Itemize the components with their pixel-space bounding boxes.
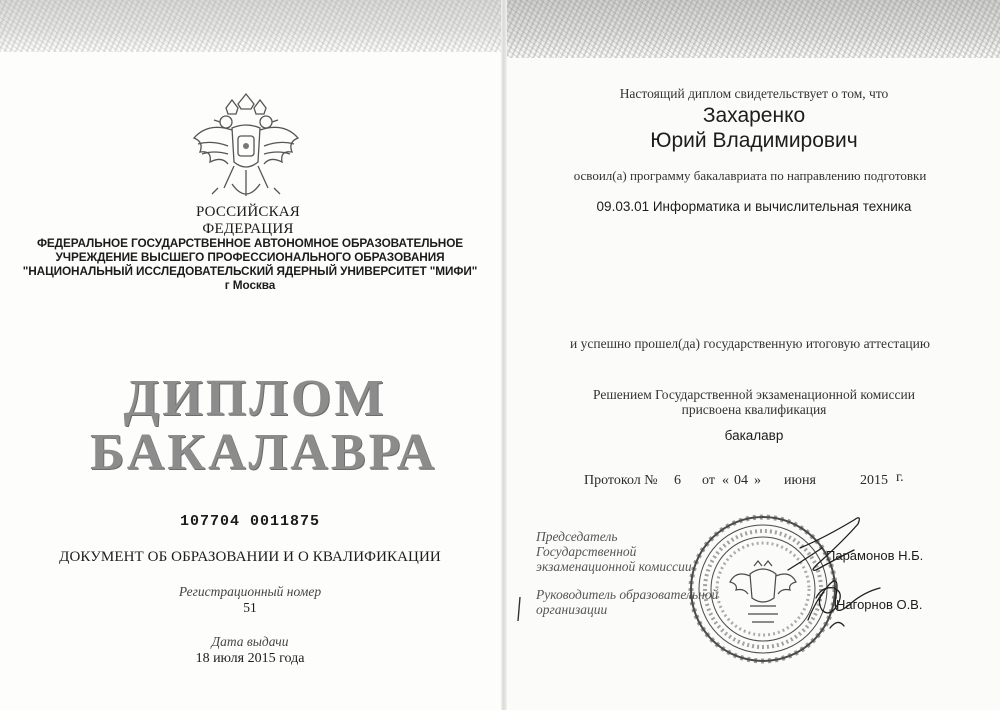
issue-date-label: Дата выдачи (211, 634, 289, 649)
security-pattern-band (0, 0, 504, 52)
chair-label-line-1: Председатель (536, 529, 618, 544)
document-type: ДОКУМЕНТ ОБ ОБРАЗОВАНИИ И О КВАЛИФИКАЦИИ (59, 549, 441, 565)
university-line-1: ФЕДЕРАЛЬНОЕ ГОСУДАРСТВЕННОЕ АВТОНОМНОЕ ОБРАЗОВАТЕЛЬНОЕ (36, 236, 464, 250)
double-headed-eagle-icon (188, 92, 304, 208)
page-fold (501, 0, 507, 710)
head-label-line-2: организации (536, 602, 608, 617)
qualification: бакалавр (724, 428, 784, 443)
graduate-surname: Захаренко (702, 104, 806, 127)
serial-number: 107704 0011875 (179, 513, 321, 530)
chair-label (536, 529, 706, 574)
protocol-number: 6 (674, 473, 681, 488)
protocol-day: 04 (734, 473, 748, 488)
issue-date: 18 июля 2015 года (195, 651, 305, 666)
protocol-year-suffix: г. (896, 470, 904, 485)
registration-label: Регистрационный номер (178, 584, 322, 599)
protocol-open-quote: « (722, 473, 729, 488)
commission-line-1: Решением Государственной экзаменационной комиссии (593, 387, 915, 402)
signature-icon (704, 500, 904, 640)
pen-mark-icon (516, 596, 522, 622)
chair-label-line-3: экзаменационной комиссии (536, 559, 692, 574)
head-label-line-1: Руководитель образовательной (536, 587, 719, 602)
protocol-year: 2015 (860, 473, 888, 488)
protocol-from-label: от (702, 473, 715, 488)
head-name: Нагорнов О.В. (836, 597, 923, 612)
diploma-title (90, 370, 438, 481)
commission-line-2: присвоена квалификация (681, 402, 827, 417)
university-name (20, 236, 480, 292)
security-pattern-band (504, 0, 1000, 58)
intro-text: Настоящий диплом свидетельствует о том, что (619, 86, 889, 101)
program-intro-text: освоил(а) программу бакалавриата по направлению подготовки (573, 168, 927, 183)
chair-name: Парамонов Н.Б. (826, 548, 924, 563)
program-name: 09.03.01 Информатика и вычислительная техника (596, 199, 912, 214)
country-name: РОССИЙСКАЯ ФЕДЕРАЦИЯ (195, 204, 301, 237)
diploma-title-line-1: ДИПЛОМ (123, 370, 387, 427)
protocol-label: Протокол № (584, 473, 658, 488)
attestation-text: и успешно прошел(да) государственную итоговую аттестацию (570, 336, 930, 351)
protocol-close-quote: » (754, 473, 761, 488)
diploma-title-line-2: БАКАЛАВРА (90, 424, 438, 481)
university-city: г Москва (224, 278, 276, 292)
registration-number: 51 (243, 600, 257, 615)
university-line-3: "НАЦИОНАЛЬНЫЙ ИССЛЕДОВАТЕЛЬСКИЙ ЯДЕРНЫЙ УНИВЕРСИТЕТ "МИФИ" (22, 264, 478, 278)
graduate-given-names: Юрий Владимирович (650, 129, 858, 152)
commission-decision (564, 387, 944, 417)
right-page (504, 0, 1000, 710)
chair-label-line-2: Государственной (536, 544, 637, 559)
protocol-month: июня (784, 473, 816, 488)
university-line-2: УЧРЕЖДЕНИЕ ВЫСШЕГО ПРОФЕССИОНАЛЬНОГО ОБРАЗОВАНИЯ (55, 250, 445, 264)
